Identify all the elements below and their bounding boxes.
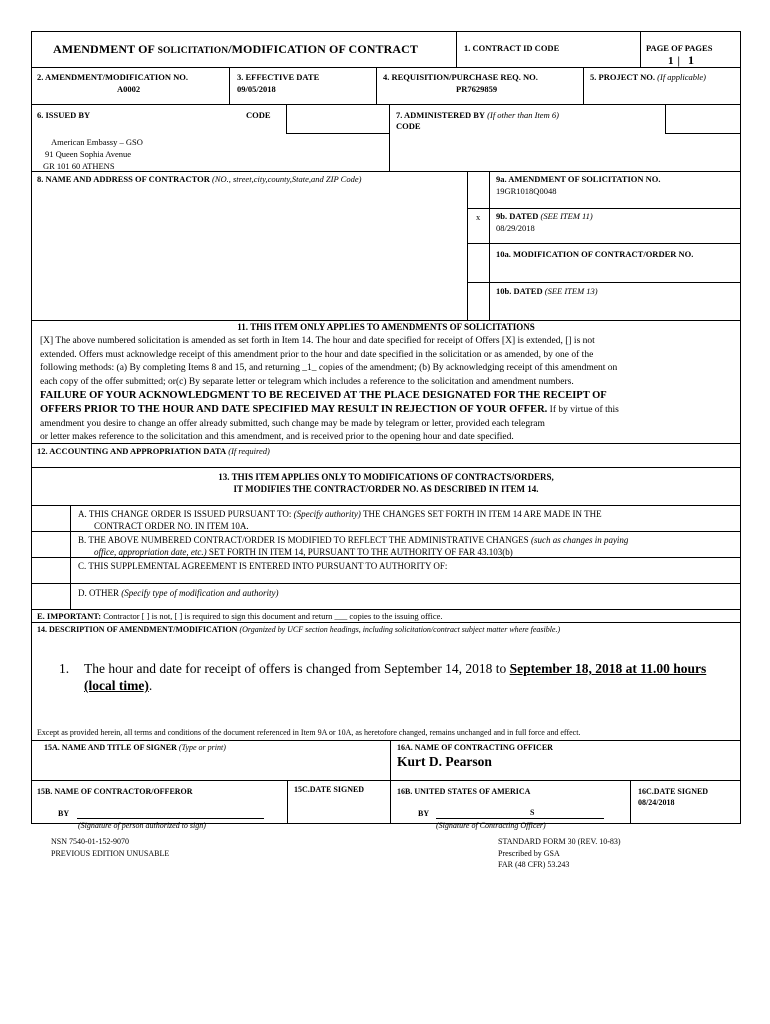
issuer-address [43,136,143,172]
date-16c-value: 08/24/2018 [638,798,675,807]
important-note [37,611,443,622]
item-13-heading [31,471,741,495]
item-12-text: 12. ACCOUNTING AND APPROPRIATION DATA [37,446,227,456]
important-text: Contractor [ ] is not, [ ] is required to sign this document and return ___ copies to the issuing office. [101,611,443,621]
item-11-body [40,335,740,445]
option-text: CONTRACT ORDER NO. IN ITEM 10A. [94,521,249,531]
item-13-option-c: C. THIS SUPPLEMENTAL AGREEMENT IS ENTERED INTO PURSUANT TO AUTHORITY OF: [78,561,448,571]
signature-mark: S [530,808,535,817]
page-num: 1 [668,55,674,67]
address-line: 91 Queen Sophia Avenue [45,149,132,159]
item-9a-label: 9a. AMENDMENT OF SOLICITATION NO. [496,174,661,184]
item-12-note: (If required) [228,446,270,456]
item-13-option-b [78,534,728,558]
signature-line-officer[interactable] [436,818,604,819]
item-12-label [37,446,270,457]
nsn-number: NSN 7540-01-152-9070 [51,837,129,846]
date-16c [638,786,708,808]
item-9b-label: 9b. DATED [496,211,539,221]
issued-code-label: CODE [246,110,271,120]
contractor-note: (NO., street,city,county,State,and ZIP Code) [211,174,362,184]
contractor-15b-label: 15B. NAME OF CONTRACTOR/OFFEROR [37,787,193,796]
administered-note: (If other than Item 6) [487,110,559,120]
item-9a [496,174,661,197]
item-11-text: copies of the amendment; (b) By acknowledging receipt of this amendment on [316,363,618,374]
item-13-option-a [78,508,728,532]
item-9b-value: 08/29/2018 [496,222,535,233]
prescribed-by: Prescribed by GSA [498,848,560,858]
item-9b [496,211,593,234]
item-14-number: 1. [59,661,70,676]
copies-count: _1_ [302,363,317,374]
item-11-heading: 11. THIS ITEM ONLY APPLIES TO AMENDMENTS OF SOLICITATIONS [237,322,535,332]
contractor-label [37,174,361,185]
effective-date-value: 09/05/2018 [237,84,276,94]
option-text: THE CHANGES SET FORTH IN ITEM 14 ARE MADE IN THE [360,509,602,519]
option-text: B. THE ABOVE NUMBERED CONTRACT/ORDER IS MODIFIED TO REFLECT THE ADMINISTRATIVE CHANGES [78,535,531,545]
signature-line-contractor[interactable] [77,818,264,819]
option-text: A. THIS CHANGE ORDER IS ISSUED PURSUANT TO: [78,509,294,519]
item-11-line: extended. Offers must acknowledge receipt of this amendment prior to the hour and date specified in the solicitation or as amended, by one of the [40,349,594,360]
issued-by-label: 6. ISSUED BY [37,110,91,120]
signer-15a-note: (Type or print) [178,743,226,752]
form-title-part: /MODIFICATION OF CONTRACT [228,42,419,56]
signer-15a-text: 15A. NAME AND TITLE OF SIGNER [44,743,177,752]
project-no-note: (If applicable) [657,72,707,82]
by-label-left: BY [58,809,70,818]
project-no-label [590,72,706,83]
requisition-label: 4. REQUISITION/PURCHASE REQ. NO. [383,72,538,82]
date-16c-label: 16C.DATE SIGNED [638,787,709,796]
address-line: American Embassy – GSO [51,137,143,147]
officer-16a-label: 16A. NAME OF CONTRACTING OFFICER [397,743,553,752]
option-note: (Specify authority) [293,509,361,519]
item-11-warning: OFFERS PRIOR TO THE HOUR AND DATE SPECIFIED MAY RESULT IN REJECTION OF YOUR OFFER. [40,403,548,415]
item-11-line [40,362,740,376]
item-11-line: each copy of the offer submitted; or(c) By separate letter or telegram which includes a reference to the solicitation and amendment numbers. [40,376,574,387]
signer-15a-label [44,743,226,753]
item-11-warning: FAILURE OF YOUR ACKNOWLEDGMENT TO BE RECEIVED AT THE PLACE DESIGNATED FOR THE RECEIPT OF [40,390,607,402]
requisition-value: PR7629859 [456,84,498,94]
new-deadline: September 18, 2018 at 11.00 hours [509,661,707,676]
contractor-text: 8. NAME AND ADDRESS OF CONTRACTOR [37,174,210,184]
item-11-line: [X] The above numbered solicitation is amended as set forth in Item 14. The hour and date specified for receipt of Offers [X] is extended, [] is not [40,336,595,346]
form-title [53,42,418,58]
form-title-part: SOLICITATION [157,46,229,56]
option-note: office, appropriation date, etc.) [94,547,207,557]
option-note: (Specify type of modification and authority) [121,588,279,598]
pages-total: 1 [687,53,694,67]
contracting-officer-name: Kurt D. Pearson [397,754,492,769]
administered-text: 7. ADMINISTERED BY [396,110,486,120]
amendment-no-label: 2. AMENDMENT/MODIFICATION NO. [37,72,188,82]
item-10b-note: (SEE ITEM 13) [544,286,598,296]
item-10b [496,286,598,297]
option-note: (such as changes in paying [530,535,629,545]
usa-16b-label: 16B. UNITED STATES OF AMERICA [397,787,531,796]
option-text: SET FORTH IN ITEM 14, PURSUANT TO THE AUTHORITY OF FAR 43.103(b) [206,547,513,557]
address-line: GR 101 60 ATHENS [43,161,115,171]
item-11-text: If by virtue of this [547,404,619,415]
item-9a-value: 19GR1018Q0048 [496,185,557,196]
footer-right [498,836,621,871]
description-text: . [148,678,153,693]
item-11-line: amendment you desire to change an offer already submitted, such change may be made by telegram or letter, provided each telegram [40,418,545,429]
item-11-line: or letter makes reference to the solicitation and this amendment, and is received prior to the opening hour and date specified. [40,432,514,443]
page-number: 1 | 1 [668,53,694,67]
far-reference: FAR (48 CFR) 53.243 [498,860,570,869]
date-15c-label: 15C.DATE SIGNED [294,785,365,794]
by-label-right: BY [418,809,430,818]
item-14-label [37,625,560,635]
item-11-line [40,403,740,418]
item-14-note: (Organized by UCF section headings, including solicitation/contract subject matter where feasible.) [239,625,561,634]
new-deadline-note: (local time) [84,678,149,693]
item-14-text: 14. DESCRIPTION OF AMENDMENT/MODIFICATION [37,625,238,634]
administered-code-label: CODE [396,121,421,131]
item-14-description [84,660,734,694]
project-no-text: 5. PROJECT NO. [590,72,656,82]
item-11-text: following methods: (a) By completing Items 8 and 15, and returning [40,363,303,374]
signature-caption-contractor: (Signature of person authorized to sign) [78,821,206,830]
amendment-no-value: A0002 [117,84,141,94]
administered-by-label [396,110,559,121]
footer-left [51,836,169,859]
important-label: E. IMPORTANT: [37,611,102,621]
item-10b-label: 10b. DATED [496,286,543,296]
item-10a-label: 10a. MODIFICATION OF CONTRACT/ORDER NO. [496,249,694,259]
item-13-option-d [78,587,728,599]
standard-form-id: STANDARD FORM 30 (REV. 10-83) [498,837,621,846]
item-9b-check-mark: x [476,212,481,222]
signature-caption-officer: (Signature of Contracting Officer) [436,821,546,830]
terms-note: Except as provided herein, all terms and conditions of the document referenced in Item 9A or 10A, as heretofore changed, remains unchanged and in full force and effect. [37,728,581,737]
contract-id-label: 1. CONTRACT ID CODE [464,43,560,53]
form-title-part: AMENDMENT OF [53,42,158,56]
item-13-heading-line: IT MODIFIES THE CONTRACT/ORDER NO. AS DESCRIBED IN ITEM 14. [233,484,539,494]
item-9b-note: (SEE ITEM 11) [540,211,593,221]
page-of-pages-label: PAGE OF PAGES [646,43,713,53]
option-text: D. OTHER [78,588,122,598]
previous-edition-note: PREVIOUS EDITION UNUSABLE [51,848,170,858]
description-text: The hour and date for receipt of offers is changed from September 14, 2018 to [84,661,510,676]
item-13-heading-line: 13. THIS ITEM APPLIES ONLY TO MODIFICATIONS OF CONTRACTS/ORDERS, [218,472,554,482]
effective-date-label: 3. EFFECTIVE DATE [237,72,320,82]
